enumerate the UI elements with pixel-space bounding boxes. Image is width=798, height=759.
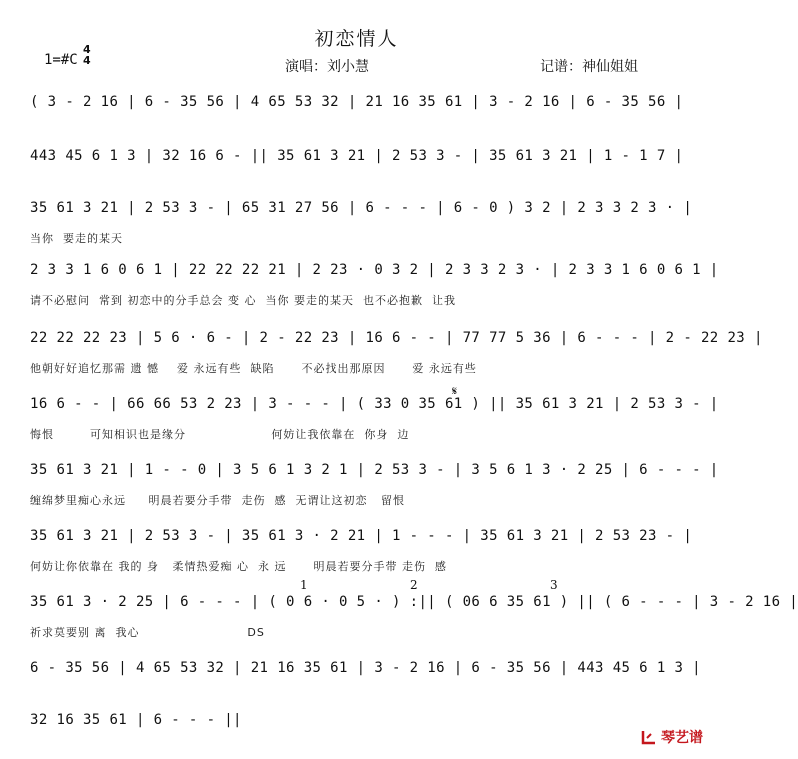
score-row xyxy=(30,94,684,114)
logo-icon xyxy=(641,729,657,745)
notation-line: 6 - 35 56 | 4 65 53 32 | 21 16 35 61 | 3 - 2 16 | 6 - 35 56 | 443 45 6 1 3 | xyxy=(30,660,701,676)
notation-line: 35 61 3 21 | 1 - - 0 | 3 5 6 1 3 2 1 | 2 53 3 - | 3 5 6 1 3 · 2 25 | 6 - - - | xyxy=(30,462,719,478)
score-row xyxy=(30,712,680,732)
meter-top: 4 xyxy=(83,43,91,56)
volta-1: 1 xyxy=(300,578,308,592)
lyric-line: 他朝好好追忆那需 遗 憾 爱 永远有些 缺陷 不必找出那原因 爱 永远有些 xyxy=(30,362,477,375)
score-row xyxy=(30,462,719,508)
lyric-line: 悔恨 可知相识也是缘分 何妨让我依靠在 你身 边 xyxy=(30,428,410,441)
singer-credit: 演唱：刘小慧 xyxy=(285,59,369,75)
lyric-line: 何妨让你依靠在 我的 身 柔情热爱痴 心 永 远 明晨若要分手带 走伤 感 xyxy=(30,560,447,573)
meter-bottom: 4 xyxy=(83,54,91,67)
score-row xyxy=(30,148,684,168)
transcriber-credit: 记谱：神仙姐姐 xyxy=(540,59,638,75)
score-row xyxy=(30,200,693,246)
time-signature xyxy=(83,44,91,66)
lyric-line: 祈求莫要别 离 我心 DS xyxy=(30,626,265,639)
notation-line: 35 61 3 21 | 2 53 3 - | 65 31 27 56 | 6 - - - | 6 - 0 ) 3 2 | 2 3 3 2 3 · | xyxy=(30,200,693,216)
notation-line: 32 16 35 61 | 6 - - - || xyxy=(30,712,242,728)
notation-line: 16 6 - - | 66 66 53 2 23 | 3 - - - | ( 33 0 35 61 ) || 35 61 3 21 | 2 53 3 - | xyxy=(30,396,719,412)
lyric-line: 当你 要走的某天 xyxy=(30,232,123,245)
score-row xyxy=(30,594,798,640)
score-row xyxy=(30,528,693,574)
key-signature: 1=#C xyxy=(44,52,78,68)
notation-line: 443 45 6 1 3 | 32 16 6 - || 35 61 3 21 | 2 53 3 - | 35 61 3 21 | 1 - 1 7 | xyxy=(30,148,684,164)
score-row xyxy=(30,660,701,680)
segno-mark: 𝄋 xyxy=(452,384,458,398)
notation-line: 35 61 3 · 2 25 | 6 - - - | ( 0 6 · 0 5 · ) :|| ( 06 6 35 61 ) || ( 6 - - - | 3 - 2 16 | xyxy=(30,594,798,610)
score-row xyxy=(30,330,763,376)
notation-line: 35 61 3 21 | 2 53 3 - | 35 61 3 · 2 21 | 1 - - - | 35 61 3 21 | 2 53 23 - | xyxy=(30,528,693,544)
notation-line: 2 3 3 1 6 0 6 1 | 22 22 22 21 | 2 23 · 0 3 2 | 2 3 3 2 3 · | 2 3 3 1 6 0 6 1 | xyxy=(30,262,719,278)
site-logo xyxy=(641,727,703,747)
volta-3: 3 xyxy=(550,578,558,592)
notation-line: ( 3 - 2 16 | 6 - 35 56 | 4 65 53 32 | 21 16 35 61 | 3 - 2 16 | 6 - 35 56 | xyxy=(30,94,684,110)
score-row xyxy=(30,396,719,442)
score-row xyxy=(30,262,719,308)
song-title: 初恋情人 xyxy=(314,28,399,50)
lyric-line: 缠绵梦里痴心永远 明晨若要分手带 走伤 感 无谓让这初恋 留恨 xyxy=(30,494,405,507)
volta-2: 2 xyxy=(410,578,418,592)
notation-line: 22 22 22 23 | 5 6 · 6 - | 2 - 22 23 | 16 6 - - | 77 77 5 36 | 6 - - - | 2 - 22 23 | xyxy=(30,330,763,346)
lyric-line: 请不必慰问 常到 初恋中的分手总会 变 心 当你 要走的某天 也不必抱歉 让我 xyxy=(30,294,456,307)
logo-text: 琴艺谱 xyxy=(661,730,703,746)
